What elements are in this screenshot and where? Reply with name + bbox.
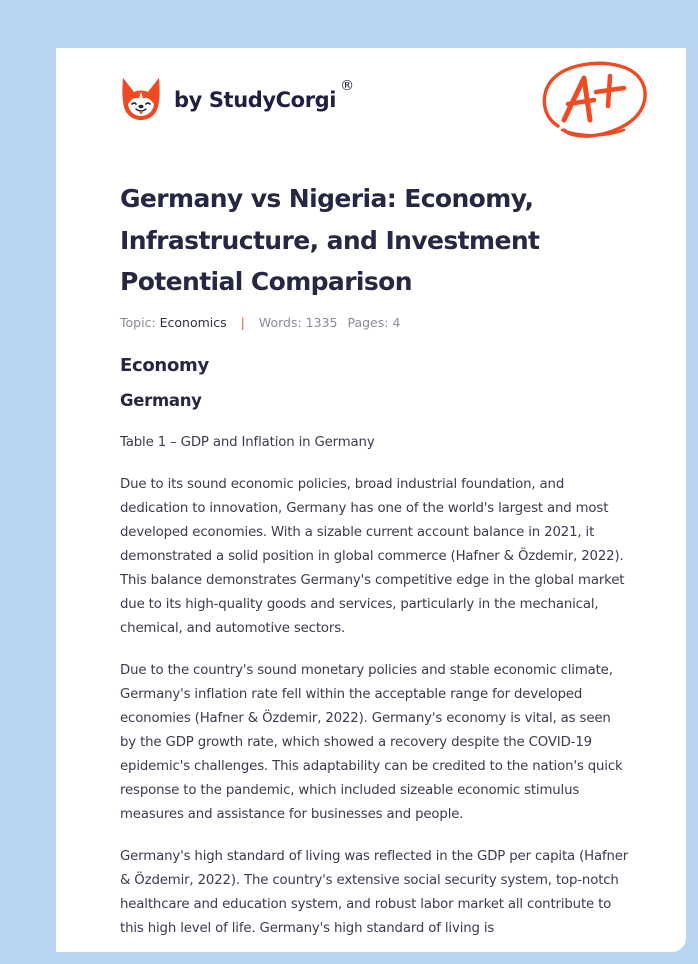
page-header [56,48,686,158]
topic-label: Topic: [120,314,156,330]
section-heading-economy: Economy [120,354,209,376]
body-paragraph: Due to its sound economic policies, broad industrial foundation, and dedication to innovation, Germany has one of the world's largest and most developed economies. With a sizable current account balance in 2021, it demonstrated a solid position in global commerce (Hafner & Özdemir, 2022). This balance demonstrates Germany's competitive edge in the global market due to its high-quality goods and services, particularly in the mechanical, chemical, and automotive sectors. [120,476,625,636]
meta-separator: | [240,314,245,330]
article-meta [120,315,630,330]
body-paragraph: Germany's high standard of living was reflected in the GDP per capita (Hafner & Özdemir, 2022). The country's extensive social security system, top-notch healthcare and education system, and robust labor market all contribute to this high level of life. Germany's high standard of living is [120,848,629,936]
registered-mark: ® [340,78,355,94]
body-paragraph: Due to the country's sound monetary policies and stable economic climate, Germany's inflation rate fell within the acceptable range for developed economies (Hafner & Özdemir, 2022). Germany's economy is vital, as seen by the GDP growth rate, which showed a recovery despite the COVID-19 epidemic's challenges. This adaptability can be credited to the nation's quick response to the pandemic, which included sizeable economic stimulus measures and assistance for businesses and people. [120,662,623,822]
word-count: Words: 1335 [258,314,338,330]
topic-link[interactable]: Economics [159,314,227,330]
page-count: Pages: 4 [347,314,401,330]
logo-wordmark: by StudyCorgi [174,88,337,112]
document-card [56,48,686,952]
article-title: Germany vs Nigeria: Economy, Infrastructure, and Investment Potential Comparison [120,184,540,296]
corgi-face-icon [120,76,162,120]
article-content [120,178,630,941]
subsection-heading-germany: Germany [120,390,202,410]
studycorgi-logo[interactable] [120,76,354,120]
table-caption: Table 1 – GDP and Inflation in Germany [120,434,375,450]
a-plus-grade-icon [538,58,650,140]
